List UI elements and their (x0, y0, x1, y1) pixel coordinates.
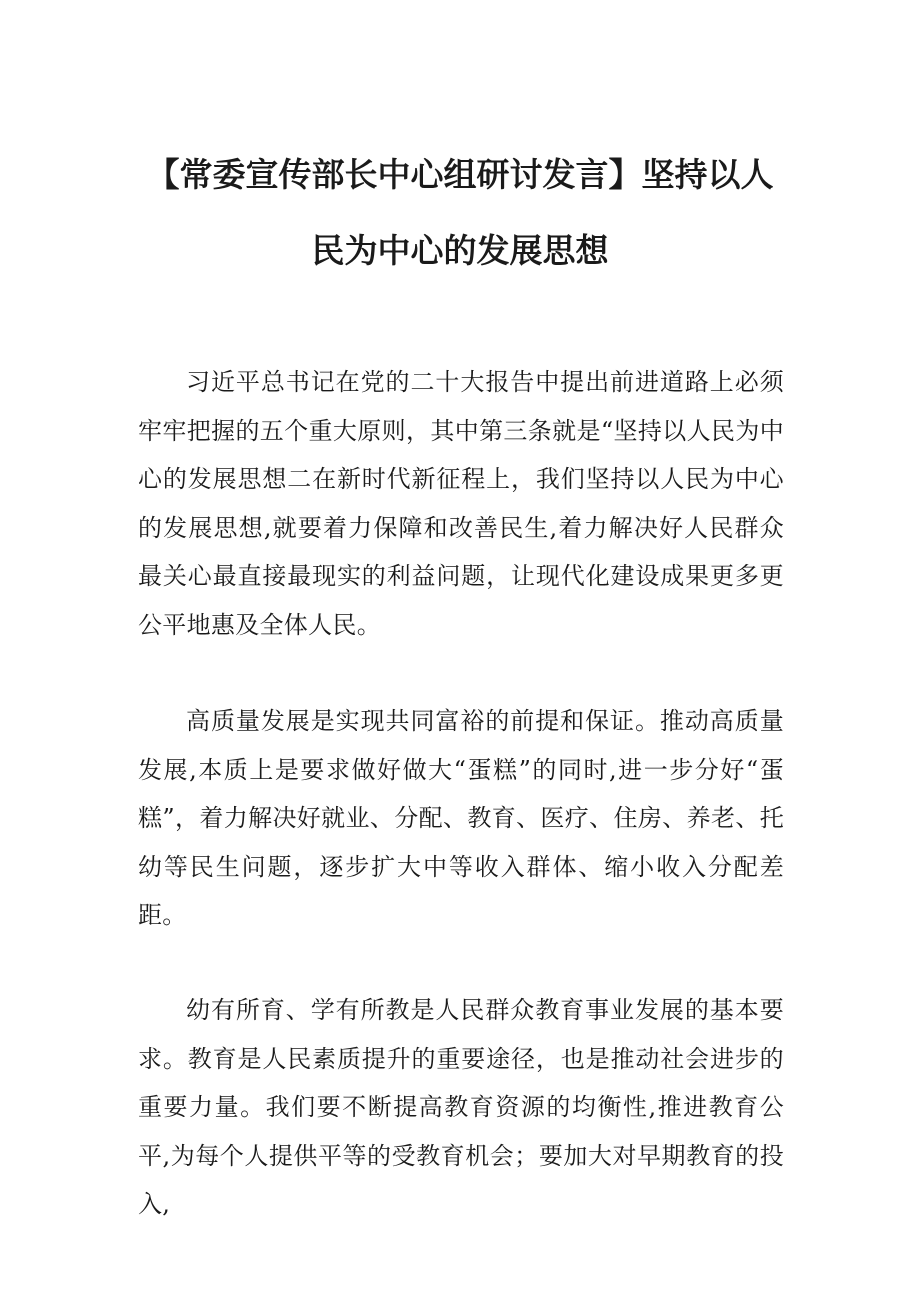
document-title-line-2: 民为中心的发展思想 (311, 231, 609, 270)
document-title-line-1: 【常委宣传部长中心组研讨发言】坚持以人 (146, 155, 774, 194)
paragraph-3: 幼有所育、学有所教是人民群众教育事业发展的基本要求。教育是人民素质提升的重要途径，也是推动社会进步的重要力量。我们要不断提高教育资源的均衡性,推进教育公平,为每个人提供平等的受教育机会；要加大对早期教育的投入, (138, 996, 784, 1218)
paragraph-1: 习近平总书记在党的二十大报告中提出前进道路上必须牢牢把握的五个重大原则，其中第三条就是“坚持以人民为中心的发展思想二在新时代新征程上，我们坚持以人民为中心的发展思想,就要着力保障和改善民生,着力解决好人民群众最关心最直接最现实的利益问题，让现代化建设成果更多更公平地惠及全体人民。 (138, 368, 784, 639)
paragraph-2: 高质量发展是实现共同富裕的前提和保证。推动高质量发展,本质上是要求做好做大“蛋糕”的同时,进一步分好“蛋糕”，着力解决好就业、分配、教育、医疗、住房、养老、托幼等民生问题，逐步扩大中等收入群体、缩小收入分配差距。 (138, 707, 784, 929)
